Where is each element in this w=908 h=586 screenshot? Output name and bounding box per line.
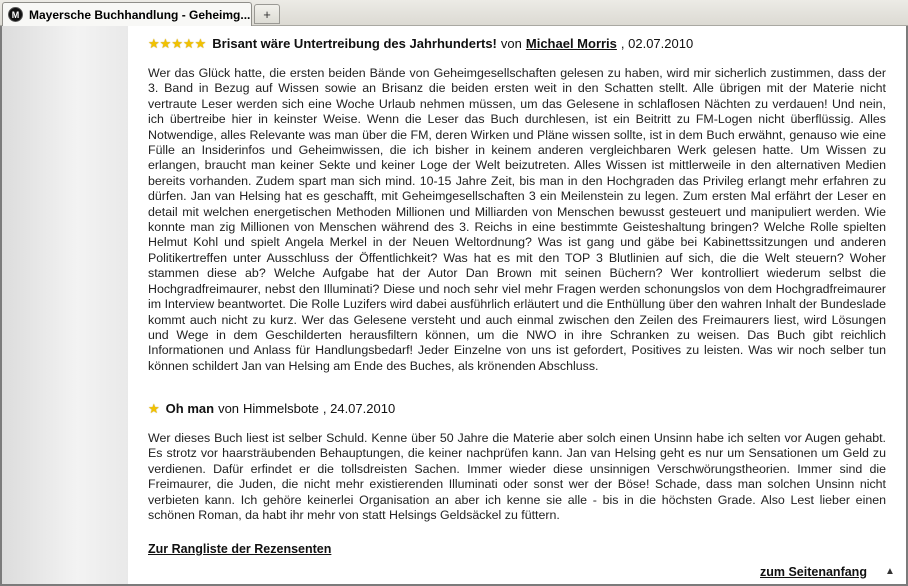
review-header <box>148 401 395 416</box>
up-arrow-icon: ▲ <box>885 566 895 577</box>
star-icon: ★ <box>159 36 172 51</box>
star-icon: ★ <box>148 36 160 51</box>
review-date: , 02.07.2010 <box>620 36 694 51</box>
by-label: von <box>500 36 522 51</box>
review-title: Oh man <box>165 401 215 416</box>
site-logo-icon: M <box>8 7 23 22</box>
star-icon: ★ <box>194 36 207 51</box>
rating-stars <box>148 402 160 415</box>
back-to-top-link[interactable]: zum Seitenanfang <box>760 565 867 579</box>
review-author-link[interactable]: Michael Morris <box>525 36 617 51</box>
reviewer-ranking-link[interactable]: Zur Rangliste der Rezensenten <box>148 542 332 556</box>
star-icon: ★ <box>148 401 160 416</box>
review-author: Himmelsbote <box>243 401 319 416</box>
review-text: Wer dieses Buch liest ist selber Schuld. Kenne über 50 Jahre die Materie aber solch einen Unsinn habe ich selten vor Augen gehabt. Es strotz vor haarsträubenden Behauptungen, die keiner nachprüfen kann. Jan van Helsing geht es nur um Sensationen um Geld zu verdienen. Dafür erfindet er die tollsdreisten Sachen. Immer wieder diese unsinnigen Verschwörungstheorien. Immer sind die Freimaurer, die Juden, die nicht mehr existierenden Illuminati oder sonst wer der Böse! Schade, dass man solchen Unsinn nicht verbieten kann. Ich gehöre keinerlei Organisation an aber ich kenne sie alle - bis in die höchsten Grade. Also Lest lieber einen schönen Roman, da habt ihr mehr von statt Helsings Geldsäckel zu füttern. <box>148 431 886 523</box>
new-tab-button[interactable]: + <box>254 4 280 24</box>
star-icon: ★ <box>171 36 183 51</box>
tab-title: Mayersche Buchhandlung - Geheimg... <box>29 7 251 22</box>
tab-bar <box>0 0 908 26</box>
review-header <box>148 36 693 51</box>
star-icon: ★ <box>182 36 195 51</box>
review-title: Brisant wäre Untertreibung des Jahrhunderts! <box>212 36 497 51</box>
rating-stars <box>148 37 206 50</box>
by-label: von <box>218 401 240 416</box>
review-date: , 24.07.2010 <box>322 401 396 416</box>
browser-tab[interactable] <box>2 2 252 26</box>
review-text: Wer das Glück hatte, die ersten beiden Bände von Geheimgesellschaften gelesen zu haben, wird mir sicherlich zustimmen, dass der 3. Band in Bezug auf Wissen sowie an Brisanz die beiden ersten weit in den Schatten stellt. Alle übrigen mit der Materie nicht vertraute Leser werden sich eine Woche Urlaub nehmen müssen, um das Gelesene in schlaflosen Nächten zu verdauen! Und nein, ich übertreibe hier in keinster Weise. Wenn die Leser das Buch durchlesen, ist ein Beitritt zu FM-Logen nicht überflüssig. Alles Notwendige, alles Relevante was man über die FM, deren Wirken und Pläne wissen sollte, ist in dem Buch erwähnt, genauso wie eine Fülle an Insiderinfos und Geheimwissen, die ich bisher in keinem anderen vergleichbaren Werk gelesen hatte. Um Wissen zu erlangen, braucht man keiner Sekte und keiner Loge der Welt beizutreten. Alles Wissen ist mittlerweile in den alternativen Medien bereits vorhanden. Zudem spart man sich mind. 10-15 Jahre Zeit, bis man in den Hochgraden das Privileg erlangt mehr erfahren zu dürfen. Jan van Helsing hat es geschafft, mit Geheimgesellschaften 3 ein Meilenstein zu legen. Zum ersten Mal erfährt der Leser en detail mit welchen energetischen Methoden Millionen und Milliarden von Menschen bewusst gesteuert und manipuliert werden. Wie konnte man zig Millionen von Menschen während des 3. Reichs in eine bestimmte Geisteshaltung bringen? Welche Rolle spielten Helmut Kohl und spielt Angela Merkel in der Neuen Weltordnung? Was ist gang und gäbe bei Kabinettssitzungen und anderen Politikertreffen unter Ausschluss der Öffentlichkeit? Was hat es mit den TOP 3 Blutlinien auf sich, die die Welt steuern? Woher stammen diese ab? Welche Aufgabe hat der Autor Dan Brown mit seinen Büchern? Wer kontrolliert wiederum selbst die Hochgradfreimaurer, nebst den Illuminati? Diese und noch sehr viel mehr Fragen werden schonungslos von dem Hochgradfreimaurer im Interview beantwortet. Die Rolle Luzifers wird dabei ausführlich erläutert und die Enthüllung über den wahren Inhalt der Bundeslade kommt auch nicht zu kurz. Wer das Gelesene versteht und auch einmal zwischen den Zeilen des Freimaurers liest, wird Lösungen und Wege in dem Geschilderten herausfiltern können, um die NWO in ihre Schranken zu weisen. Das Buch gibt reichlich Informationen und Anlass für Handlungsbedarf! Jeder Einzelne von uns ist gefordert, Positives zu leisten. Was wir noch selber tun können schildert Jan van Helsing am Ende des Buches, als krönenden Abschluss. <box>148 66 886 373</box>
